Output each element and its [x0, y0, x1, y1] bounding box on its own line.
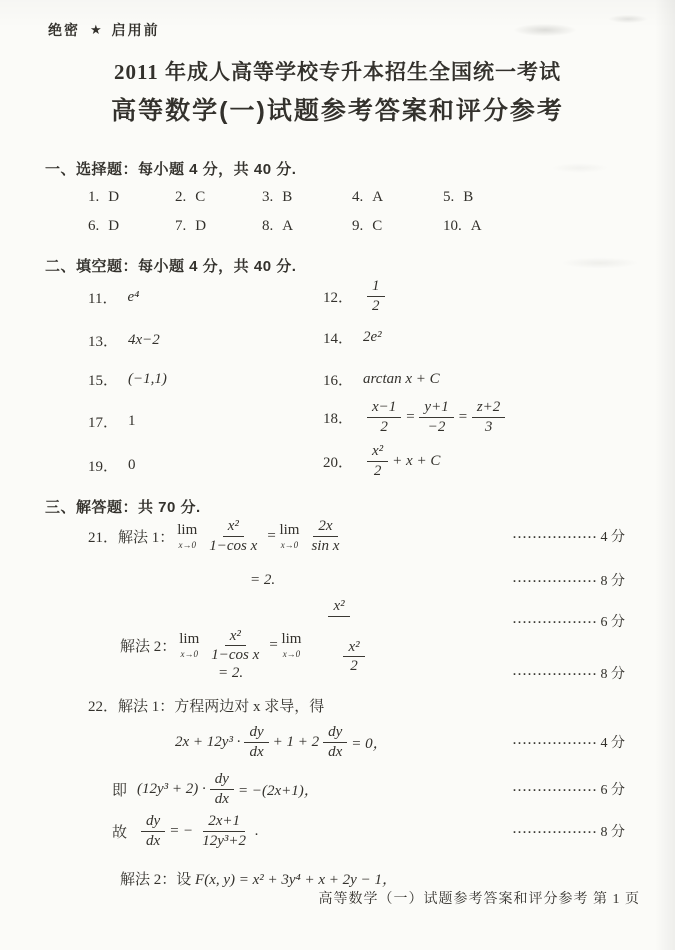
- item-no: 16．: [323, 373, 354, 389]
- item-no: 18．: [323, 410, 354, 427]
- solution-label: 解法 2：: [120, 639, 177, 656]
- math-text: .: [254, 822, 259, 839]
- blank-item-16: [323, 369, 440, 390]
- math-text: + x + C: [392, 452, 441, 469]
- choice-answer-row-1: [88, 189, 473, 206]
- limit-operator: [281, 632, 301, 659]
- dy-dx-fraction: [141, 812, 165, 851]
- math-text: = −(2x+1)，: [237, 782, 319, 799]
- item-value: 1: [128, 413, 136, 429]
- fraction: [419, 398, 453, 437]
- math-text: (12y³ + 2) ·: [137, 780, 206, 797]
- limit-subscript: x→0: [282, 649, 301, 660]
- item-value: e⁴: [127, 289, 140, 305]
- choice-answer: [88, 218, 175, 235]
- leader-dots: ·················: [512, 825, 598, 840]
- fraction-denominator: dx: [249, 743, 264, 760]
- choice-answer-row-2: [88, 218, 482, 235]
- fraction: [197, 812, 251, 851]
- math-text: = 2.: [250, 571, 276, 588]
- fraction-denominator: dx: [214, 790, 229, 807]
- item-no: 17．: [88, 415, 119, 431]
- choice-no: 3.: [262, 189, 274, 205]
- score-leader: [512, 663, 625, 683]
- choice-letter: B: [463, 189, 474, 205]
- fraction: [367, 398, 401, 437]
- choice-letter: A: [372, 189, 384, 205]
- limit-word: lim: [279, 521, 300, 538]
- fraction-denominator: dx: [146, 832, 161, 849]
- score-label: 8 分: [600, 574, 625, 589]
- fraction-numerator: dy: [141, 812, 165, 832]
- solution-label: 21．解法 1：: [88, 529, 175, 546]
- blank-item-20: [323, 442, 440, 481]
- solution-line-22-2: [0, 723, 675, 762]
- score-leader: [512, 570, 625, 590]
- fraction-denominator: sin x: [311, 537, 340, 554]
- blank-item-11: [88, 287, 139, 308]
- blank-item-15: [88, 369, 167, 390]
- score-label: 6 分: [600, 615, 625, 630]
- leader-dots: ·················: [512, 574, 598, 588]
- fraction-numerator: 1: [367, 277, 385, 297]
- solution-line-22-5: [0, 868, 675, 889]
- choice-no: 8.: [262, 218, 274, 234]
- fraction-denominator: 1−cos x: [209, 537, 258, 554]
- item-value: 2e²: [363, 329, 382, 345]
- score-label: 8 分: [600, 667, 625, 682]
- solution-line-21-2: [0, 570, 675, 590]
- leader-dots: ·················: [512, 615, 598, 629]
- math-text: F(x, y) = x² + 3y⁴ + x + 2y − 1，: [195, 872, 397, 888]
- dy-dx-fraction: [210, 770, 234, 809]
- item-no: 12．: [323, 289, 354, 306]
- blank-item-13: [88, 330, 160, 351]
- score-label: 8 分: [600, 825, 625, 841]
- section-1-heading: 一、选择题：每小题 4 分，共 40 分.: [45, 161, 297, 178]
- page-footer: 高等数学（一）试题参考答案和评分参考 第 1 页: [318, 892, 640, 907]
- fraction: [472, 398, 505, 437]
- equals-sign: =: [266, 527, 277, 544]
- fraction-denominator: 2: [350, 658, 358, 675]
- limit-subscript: x→0: [178, 539, 197, 550]
- dy-dx-fraction: [323, 723, 347, 762]
- choice-answer: [443, 218, 482, 235]
- choice-no: 5.: [443, 189, 455, 205]
- choice-no: 4.: [352, 189, 364, 205]
- leader-dots: ·················: [512, 530, 598, 545]
- fraction-denominator: [308, 617, 369, 695]
- exam-title: 2011 年成人高等学校专升本招生全国统一考试: [113, 60, 562, 84]
- choice-no: 1.: [88, 189, 100, 205]
- choice-answer: [262, 218, 352, 235]
- solution-label: 22．解法 1：: [88, 699, 175, 715]
- choice-answer: [175, 189, 262, 206]
- item-no: 19．: [88, 459, 119, 475]
- limit-word: lim: [179, 631, 200, 648]
- solution-line-22-1: [0, 695, 675, 716]
- before-use-label: 启用前: [111, 22, 160, 38]
- solution-label: 解法 2：: [120, 872, 177, 888]
- connective-label: 故: [112, 824, 128, 841]
- fraction-numerator: 2x+1: [203, 812, 245, 832]
- fraction-denominator: 3: [484, 418, 493, 435]
- fraction-numerator: x²: [328, 597, 349, 617]
- choice-answer: [88, 189, 175, 206]
- let-label: 设: [176, 872, 196, 888]
- math-text: 2x + 12y³ ·: [175, 733, 241, 750]
- section-2-heading: 二、填空题：每小题 4 分，共 40 分.: [45, 258, 297, 275]
- equals-sign: =: [405, 408, 416, 425]
- fraction-numerator: y+1: [419, 398, 453, 418]
- fraction-denominator: 1−cos x: [211, 647, 260, 664]
- choice-letter: A: [282, 218, 294, 234]
- classification-header: [48, 20, 160, 40]
- item-no: 14．: [323, 331, 354, 347]
- fraction-denominator: 12y³+2: [202, 832, 246, 849]
- fraction-numerator: x−1: [367, 398, 401, 418]
- fraction-numerator: dy: [210, 770, 234, 790]
- choice-no: 9.: [352, 218, 364, 234]
- fraction-denominator: 2: [380, 418, 388, 435]
- item-value: (−1,1): [128, 371, 167, 387]
- classified-label: 绝密: [48, 22, 80, 38]
- math-text: = 0，: [351, 735, 388, 752]
- choice-letter: A: [470, 218, 482, 234]
- math-text: + 1 + 2: [272, 733, 320, 750]
- score-leader: [512, 779, 625, 799]
- choice-no: 10.: [443, 218, 462, 234]
- choice-no: 2.: [175, 189, 187, 205]
- fraction-numerator: z+2: [472, 398, 505, 418]
- fraction-numerator: x²: [367, 442, 388, 462]
- blank-item-18: [323, 398, 509, 437]
- fraction-numerator: x²: [225, 627, 246, 647]
- limit-subscript: x→0: [280, 539, 299, 550]
- score-label: 6 分: [600, 783, 625, 799]
- choice-answer: [262, 189, 352, 206]
- item-value: 4x−2: [128, 332, 160, 348]
- item-no: 11．: [88, 291, 118, 307]
- blank-item-14: [323, 327, 382, 348]
- leader-dots: ·················: [512, 667, 598, 681]
- fraction-numerator: x²: [343, 638, 364, 658]
- fraction-denominator: 2: [373, 462, 382, 479]
- choice-letter: D: [108, 218, 120, 234]
- fraction: [204, 517, 262, 556]
- score-leader: [512, 526, 625, 546]
- item-no: 15．: [88, 373, 119, 389]
- score-leader: [512, 821, 625, 841]
- solution-line-21-4: [0, 663, 675, 683]
- limit-operator: [177, 523, 197, 550]
- fraction-denominator: dx: [328, 743, 343, 760]
- math-text: = −: [169, 822, 194, 839]
- item-no: 13．: [88, 334, 119, 350]
- limit-subscript: x→0: [180, 649, 199, 660]
- leader-dots: ·················: [512, 736, 598, 751]
- fraction-numerator: dy: [244, 723, 268, 743]
- star-icon: ★: [90, 22, 102, 37]
- choice-answer: [352, 189, 443, 206]
- solution-line-22-4: [0, 812, 675, 851]
- item-value: 0: [128, 457, 136, 473]
- fraction: [367, 277, 385, 316]
- dy-dx-fraction: [244, 723, 268, 762]
- score-leader: [512, 611, 625, 631]
- score-label: 4 分: [600, 736, 625, 752]
- limit-word: lim: [281, 631, 302, 648]
- choice-letter: C: [195, 189, 206, 205]
- choice-letter: B: [282, 189, 293, 205]
- equals-sign: =: [457, 408, 468, 425]
- fraction-numerator: dy: [323, 723, 347, 743]
- limit-word: lim: [177, 521, 198, 538]
- choice-no: 7.: [175, 218, 187, 234]
- choice-no: 6.: [88, 218, 100, 234]
- choice-letter: D: [195, 218, 207, 234]
- connective-label: 即: [112, 782, 128, 799]
- fraction-denominator: −2: [427, 418, 446, 435]
- fraction: [306, 517, 344, 556]
- blank-item-17: [88, 411, 136, 432]
- solution-intro: 方程两边对 x 求导，得: [174, 699, 325, 715]
- fraction: [206, 627, 264, 666]
- fraction: [367, 442, 388, 481]
- math-text: = 2.: [218, 664, 244, 681]
- choice-answer: [352, 218, 443, 235]
- fraction-numerator: 2x: [313, 517, 337, 537]
- choice-answer: [443, 189, 473, 206]
- limit-operator: [279, 523, 299, 550]
- score-leader: [512, 732, 625, 752]
- fraction-denominator: 2: [372, 297, 380, 314]
- fraction-numerator: x²: [223, 517, 244, 537]
- solution-line-21-1: [0, 517, 675, 556]
- answer-key-title: 高等数学(一)试题参考答案和评分参考: [111, 97, 564, 125]
- section-3-heading: 三、解答题：共 70 分.: [45, 499, 201, 516]
- leader-dots: ·················: [512, 783, 598, 798]
- item-no: 20．: [323, 454, 354, 471]
- solution-line-22-3: [0, 770, 675, 809]
- limit-operator: [179, 632, 199, 659]
- choice-answer: [175, 218, 262, 235]
- equals-sign: =: [268, 637, 279, 654]
- item-value: arctan x + C: [363, 371, 440, 387]
- score-label: 4 分: [600, 530, 625, 546]
- blank-item-19: [88, 455, 136, 476]
- choice-letter: D: [108, 189, 120, 205]
- blank-item-12: [323, 277, 389, 316]
- choice-letter: C: [372, 218, 383, 234]
